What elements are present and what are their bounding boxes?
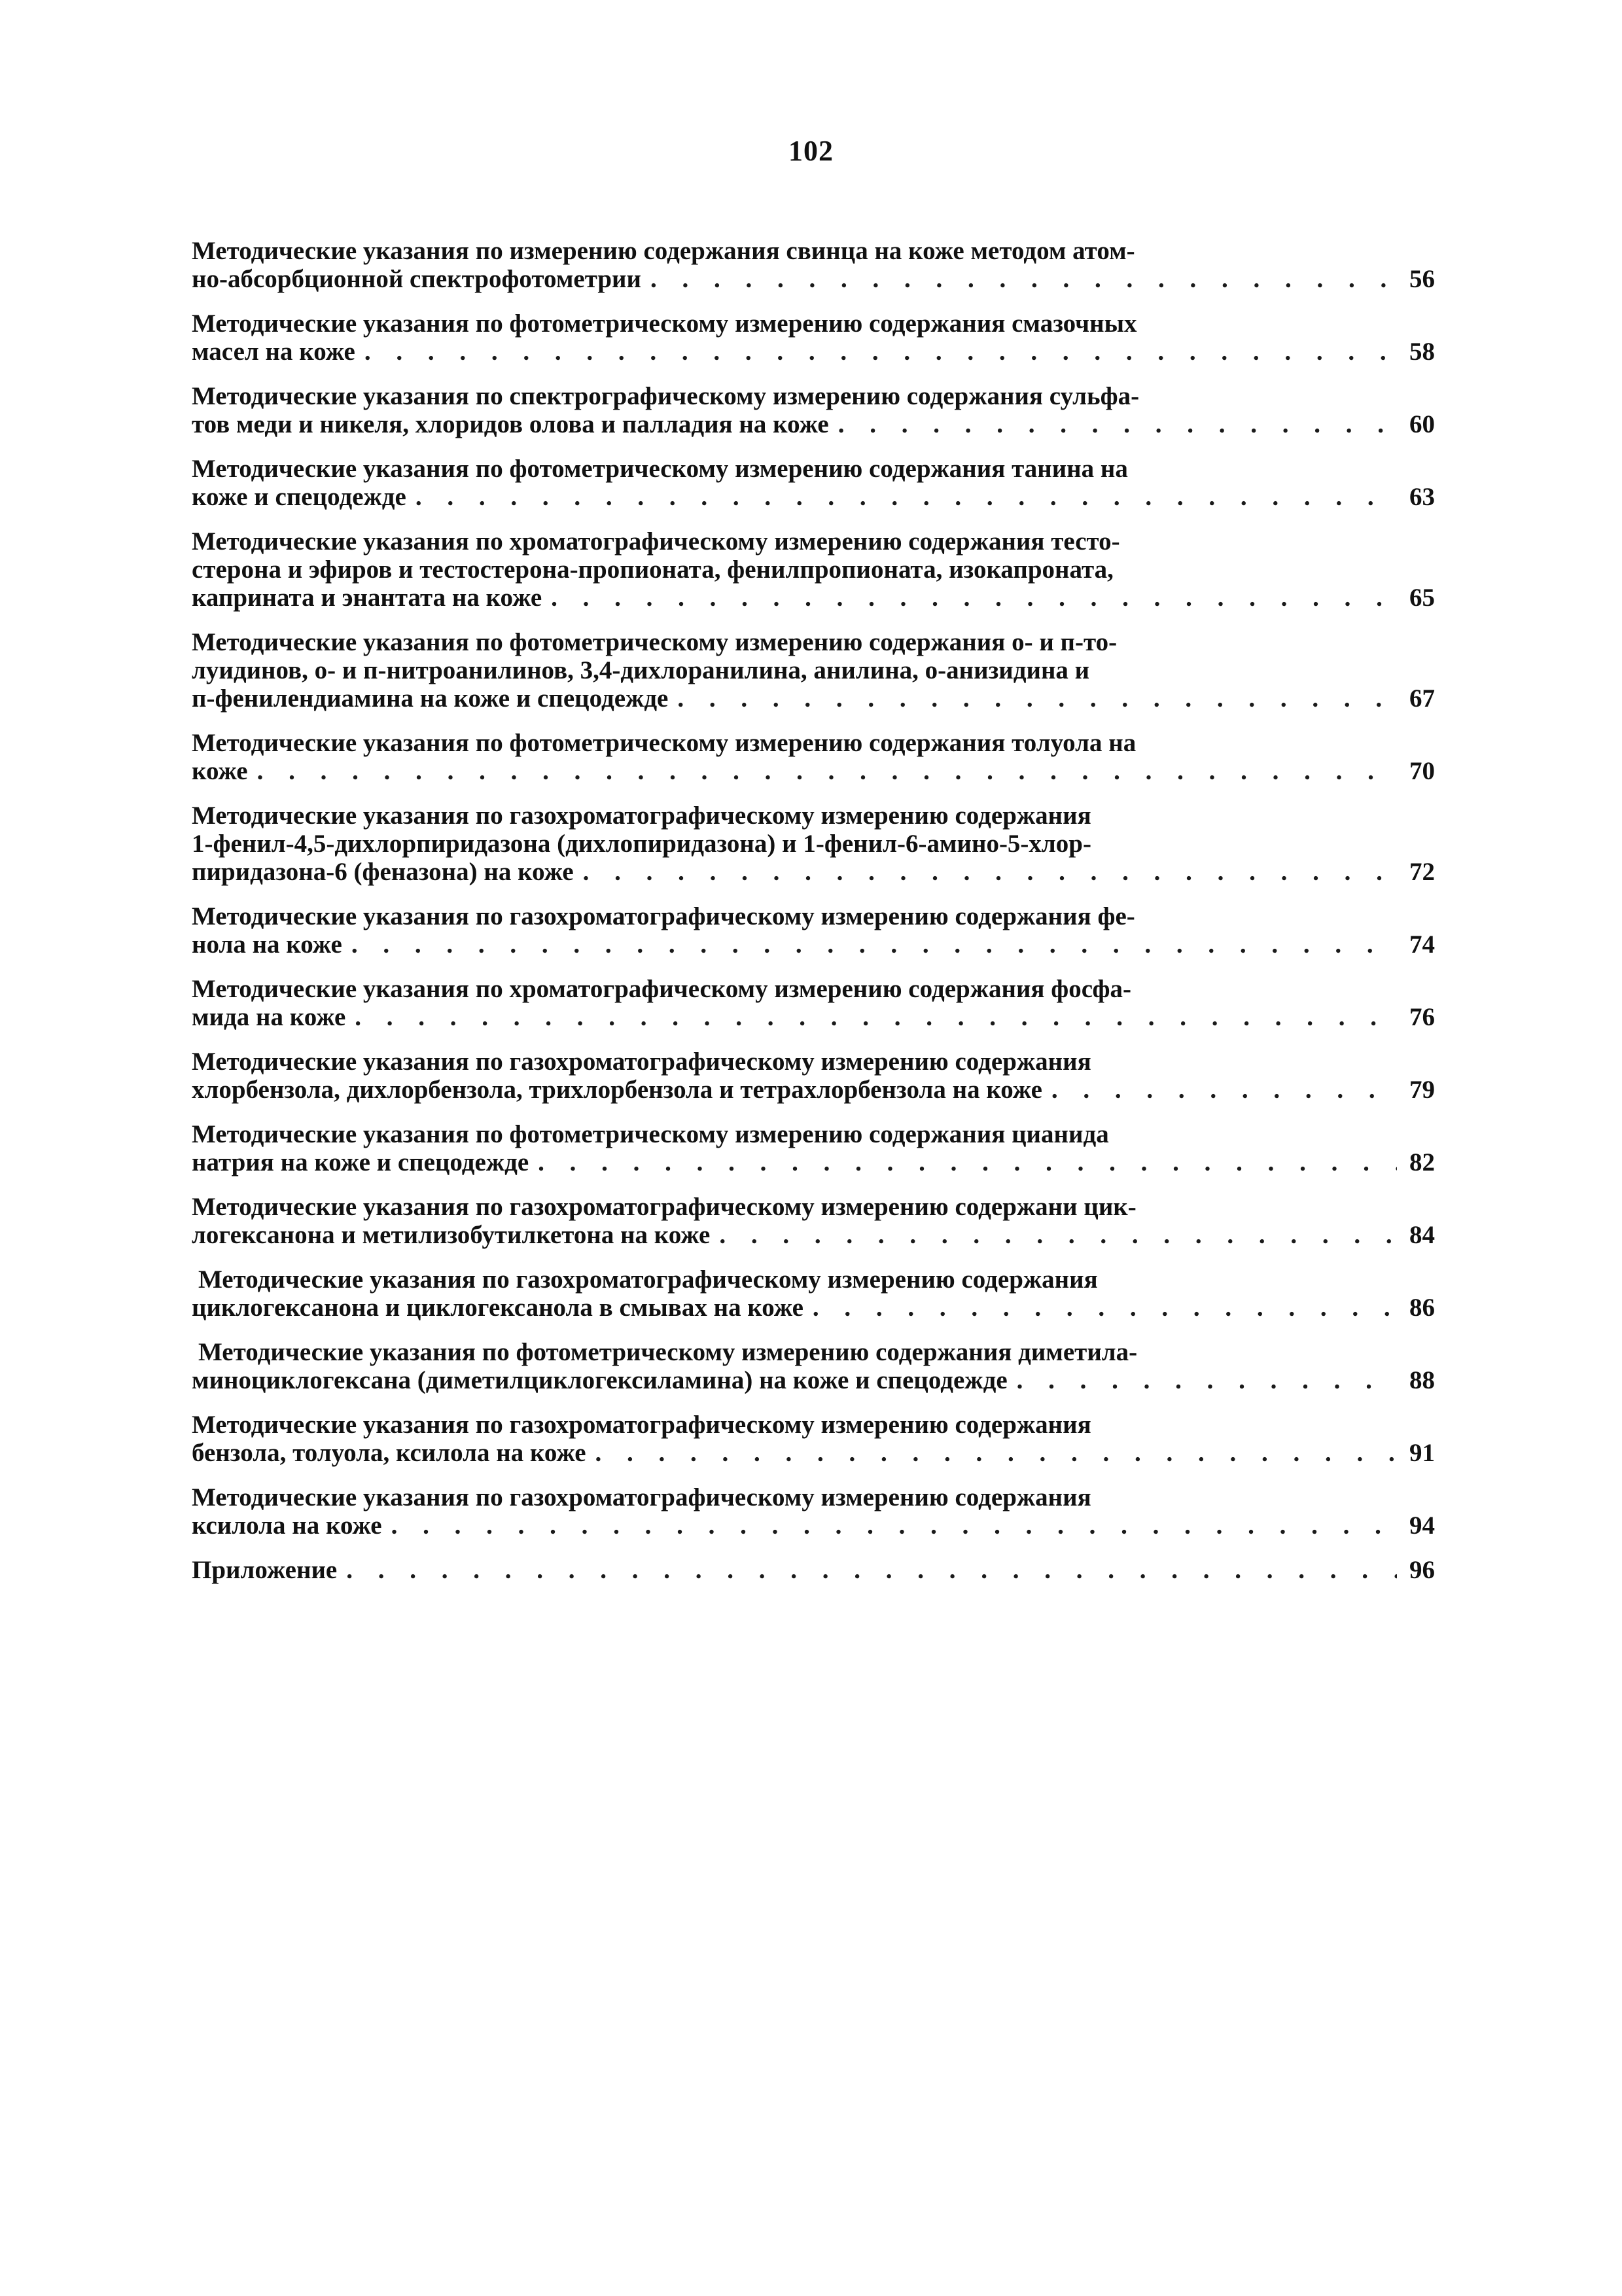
toc-entry-title-line: мида на коже <box>192 1003 346 1031</box>
toc-entry-last-line <box>192 483 1435 511</box>
toc-page-ref: 74 <box>1409 930 1435 959</box>
toc-entry-title-line: масел на коже <box>192 338 355 366</box>
toc-entry-title-line: Методические указания по газохроматографическому измерению содержани цик- <box>192 1193 1137 1221</box>
toc-entry-title-line: циклогексанона и циклогексанола в смывах на коже <box>192 1294 803 1322</box>
toc-entry-title-line: Приложение <box>192 1556 338 1584</box>
toc-entry-title-line: Методические указания по газохроматографическому измерению содержания <box>192 1483 1091 1511</box>
toc-page-ref: 76 <box>1409 1003 1435 1031</box>
toc-entry-last-line <box>192 1294 1435 1322</box>
toc-entry-last-line <box>192 584 1435 612</box>
toc-entry <box>192 729 1435 785</box>
toc-page-ref: 70 <box>1409 757 1435 785</box>
toc-entry-title-line: Методические указания по фотометрическому измерению содержания танина на <box>192 455 1128 483</box>
toc-page-ref: 84 <box>1409 1221 1435 1249</box>
toc-entry <box>192 1048 1435 1104</box>
toc-entry <box>192 1265 1435 1322</box>
toc-entry <box>192 309 1435 366</box>
toc-entry <box>192 382 1435 438</box>
toc-entry <box>192 1411 1435 1467</box>
dot-leader <box>355 1003 1397 1031</box>
toc-page-ref: 94 <box>1409 1511 1435 1540</box>
toc-entry <box>192 1338 1435 1394</box>
dot-leader <box>813 1294 1397 1322</box>
toc-entry-last-line <box>192 1076 1435 1104</box>
toc-entry-title-line: бензола, толуола, ксилола на коже <box>192 1439 586 1467</box>
toc-entry-last-line <box>192 930 1435 959</box>
dot-leader <box>719 1221 1397 1249</box>
toc-page-ref: 60 <box>1409 410 1435 438</box>
toc-entry-title-line: луидинов, о- и п-нитроанилинов, 3,4-дихлоранилина, анилина, о-анизидина и <box>192 656 1090 684</box>
toc-entry-last-line <box>192 1511 1435 1540</box>
toc-entry-title-line: но-абсорбционной спектрофотометрии <box>192 265 641 293</box>
toc-entry-title-line: хлорбензола, дихлорбензола, трихлорбензола и тетрахлорбензола на коже <box>192 1076 1042 1104</box>
toc-entry-title-line: натрия на коже и спецодежде <box>192 1148 529 1176</box>
toc-entry-title-line: Методические указания по фотометрическому измерению содержания диметила- <box>198 1338 1138 1366</box>
toc-entry-last-line <box>192 410 1435 438</box>
toc-entry-title-line: стерона и эфиров и тестостерона-пропионата, фенилпропионата, изокапроната, <box>192 556 1114 584</box>
toc-page-ref: 72 <box>1409 858 1435 886</box>
toc-entry <box>192 237 1435 293</box>
toc-page-ref: 65 <box>1409 584 1435 612</box>
toc-entry-last-line <box>192 338 1435 366</box>
dot-leader <box>538 1148 1397 1176</box>
toc-page-ref: 67 <box>1409 684 1435 713</box>
dot-leader <box>346 1556 1397 1584</box>
dot-leader <box>1051 1076 1397 1104</box>
toc-entry-title-line: коже <box>192 757 248 785</box>
toc-entry-title-line: Методические указания по фотометрическому измерению содержания толуола на <box>192 729 1137 757</box>
toc-page-ref: 88 <box>1409 1366 1435 1394</box>
toc-entry-title-line: тов меди и никеля, хлоридов олова и палладия на коже <box>192 410 829 438</box>
dot-leader <box>415 483 1397 511</box>
toc-entry-last-line <box>192 1221 1435 1249</box>
toc-entry-title-line: Методические указания по фотометрическому измерению содержания цианида <box>192 1120 1109 1148</box>
toc-entry-title-line: Методические указания по газохроматографическому измерению содержания <box>192 1048 1091 1076</box>
toc-entry-last-line <box>192 1366 1435 1394</box>
toc-entry <box>192 455 1435 511</box>
toc-page-ref: 79 <box>1409 1076 1435 1104</box>
toc-page-ref: 96 <box>1409 1556 1435 1584</box>
dot-leader <box>583 858 1397 886</box>
toc-entry-last-line <box>192 1148 1435 1176</box>
toc-entry <box>192 1556 1435 1584</box>
toc-entry <box>192 1120 1435 1176</box>
toc-entry <box>192 1193 1435 1249</box>
toc-entry-last-line <box>192 265 1435 293</box>
toc-entry-title-line: каприната и энантата на коже <box>192 584 542 612</box>
toc-entry-last-line <box>192 684 1435 713</box>
toc-entry-title-line: Методические указания по измерению содержания свинца на коже методом атом- <box>192 237 1135 265</box>
toc-entry-last-line <box>192 1439 1435 1467</box>
toc-entry-title-line: Методические указания по хроматографическому измерению содержания тесто- <box>192 527 1120 556</box>
toc-entry-last-line <box>192 757 1435 785</box>
dot-leader <box>551 584 1397 612</box>
toc-entry-title-line: нола на коже <box>192 930 342 959</box>
toc-entry-title-line: Методические указания по газохроматографическому измерению содержания <box>198 1265 1098 1294</box>
dot-leader <box>391 1511 1397 1540</box>
toc-entry <box>192 527 1435 612</box>
toc-page-ref: 56 <box>1409 265 1435 293</box>
dot-leader <box>595 1439 1397 1467</box>
toc-entry <box>192 975 1435 1031</box>
toc-entry-title-line: п-фенилендиамина на коже и спецодежде <box>192 684 669 713</box>
dot-leader <box>650 265 1397 293</box>
toc-entry-title-line: 1-фенил-4,5-дихлорпиридазона (дихлопиридазона) и 1-фенил-6-амино-5-хлор- <box>192 830 1091 858</box>
toc-page-ref: 58 <box>1409 338 1435 366</box>
dot-leader <box>677 684 1397 713</box>
toc-entry-title-line: Методические указания по фотометрическому измерению содержания смазочных <box>192 309 1137 338</box>
toc-entry-title-line: Методические указания по спектрографическому измерению содержания сульфа- <box>192 382 1140 410</box>
toc-entry-last-line <box>192 1003 1435 1031</box>
toc-entry <box>192 1483 1435 1540</box>
toc-entry-last-line <box>192 1556 1435 1584</box>
toc-entry <box>192 628 1435 713</box>
dot-leader <box>257 757 1397 785</box>
toc-page-ref: 86 <box>1409 1294 1435 1322</box>
toc-entry-last-line <box>192 858 1435 886</box>
dot-leader <box>351 930 1397 959</box>
toc-entry-title-line: Методические указания по хроматографическому измерению содержания фосфа- <box>192 975 1132 1003</box>
table-of-contents <box>192 237 1435 1600</box>
toc-entry-title-line: Методические указания по газохроматографическому измерению содержания фе- <box>192 902 1135 930</box>
toc-entry-title-line: Методические указания по газохроматографическому измерению содержания <box>192 802 1091 830</box>
toc-entry <box>192 902 1435 959</box>
toc-entry-title-line: ксилола на коже <box>192 1511 382 1540</box>
toc-entry-title-line: коже и спецодежде <box>192 483 406 511</box>
toc-entry <box>192 802 1435 886</box>
toc-entry-title-line: Методические указания по фотометрическому измерению содержания о- и п-то- <box>192 628 1118 656</box>
dot-leader <box>364 338 1397 366</box>
toc-entry-title-line: логексанона и метилизобутилкетона на коже <box>192 1221 711 1249</box>
toc-page-ref: 91 <box>1409 1439 1435 1467</box>
page-number: 102 <box>788 135 834 167</box>
toc-entry-title-line: пиридазона-6 (феназона) на коже <box>192 858 574 886</box>
toc-page-ref: 63 <box>1409 483 1435 511</box>
toc-page-ref: 82 <box>1409 1148 1435 1176</box>
dot-leader <box>1017 1366 1397 1394</box>
dot-leader <box>838 410 1397 438</box>
toc-entry-title-line: миноциклогексана (диметилциклогексиламина) на коже и спецодежде <box>192 1366 1008 1394</box>
toc-entry-title-line: Методические указания по газохроматографическому измерению содержания <box>192 1411 1091 1439</box>
